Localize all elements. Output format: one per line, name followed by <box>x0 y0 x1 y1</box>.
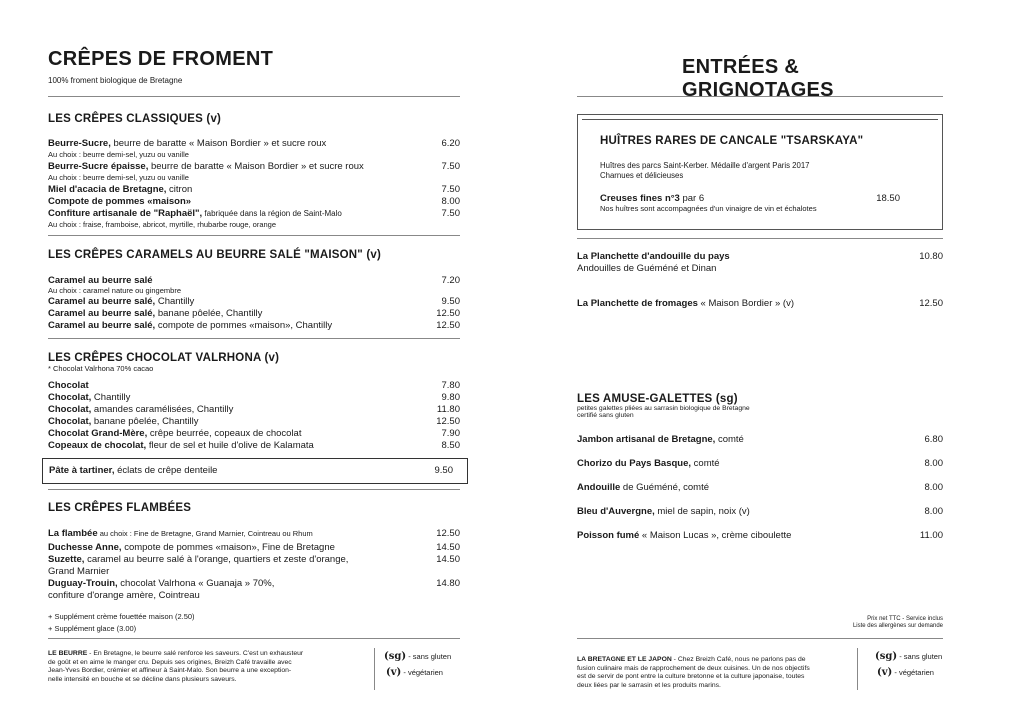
item-desc: amandes caramélisées, Chantilly <box>91 404 234 415</box>
item-desc: comté <box>715 434 744 445</box>
menu-item <box>48 392 460 403</box>
menu-item <box>577 458 943 469</box>
item-desc: Chantilly <box>155 296 195 307</box>
section-title-text: LES CRÊPES CARAMELS AU BEURRE SALÉ "MAISON" <box>48 249 363 261</box>
featured-item-box <box>42 458 468 484</box>
item-name: Caramel au beurre salé, <box>48 296 156 307</box>
divider <box>48 338 460 339</box>
item-price: 7.20 <box>441 275 460 286</box>
item-price: 7.80 <box>441 380 460 391</box>
section-title-caramels <box>48 249 381 261</box>
item-name: Caramel au beurre salé <box>48 275 153 286</box>
footer-line: nelle intensité en bouche et se décline dans plusieurs saveurs. <box>48 675 237 683</box>
legend-label: - sans gluten <box>899 652 943 661</box>
item-desc: compote de pommes «maison», Fine de Bretagne <box>121 542 335 553</box>
item-price: 7.90 <box>441 428 460 439</box>
item-price: 7.50 <box>441 161 460 172</box>
menu-item <box>48 380 460 391</box>
page-subtitle: 100% froment biologique de Bretagne <box>48 76 183 85</box>
item-name: Duchesse Anne, <box>48 542 122 553</box>
item-desc: « Maison Bordier » (v) <box>697 298 794 309</box>
item-price: 6.80 <box>924 434 943 445</box>
item-desc: compote de pommes «maison», Chantilly <box>155 320 333 331</box>
menu-item <box>48 578 460 589</box>
menu-item <box>48 296 460 307</box>
item-price: 8.00 <box>441 196 460 207</box>
menu-item <box>48 554 460 565</box>
vegetarian-tag: (v) <box>366 249 381 261</box>
oyster-desc: Charnues et délicieuses <box>600 171 684 180</box>
allergen-note: Liste des allergènes sur demande <box>852 623 943 629</box>
item-name: Beurre-Sucre épaisse, <box>48 161 149 172</box>
item-name: Suzette, <box>48 554 85 565</box>
divider <box>577 238 943 239</box>
item-price: 12.50 <box>436 528 460 539</box>
item-price: 12.50 <box>436 308 460 319</box>
menu-item-cont <box>48 590 460 601</box>
legend-vegetarian <box>877 667 934 678</box>
item-desc: éclats de crêpe denteile <box>114 465 218 476</box>
item-desc: citron <box>166 184 193 195</box>
menu-item-cont <box>48 566 460 577</box>
item-price: 7.50 <box>441 208 460 219</box>
item-price: 18.50 <box>876 193 900 204</box>
item-name: La flambée <box>48 528 98 539</box>
footer-line: - Chez Breizh Café, nous ne parlons pas de <box>671 656 806 663</box>
section-title-text: LES AMUSE-GALETTES <box>577 393 713 405</box>
item-name: Jambon artisanal de Bretagne, <box>577 434 716 445</box>
item-price: 14.80 <box>436 578 460 589</box>
amuse-note: petites galettes pliées au sarrasin biologique de Bretagne <box>577 405 750 412</box>
item-price: 9.50 <box>441 296 460 307</box>
item-price: 11.00 <box>919 530 943 541</box>
item-price: 7.50 <box>441 184 460 195</box>
item-desc: miel de sapin, noix (v) <box>654 506 750 517</box>
item-name: Miel d'acacia de Bretagne, <box>48 184 167 195</box>
item-desc: par 6 <box>679 193 705 204</box>
item-desc: « Maison Lucas », crème ciboulette <box>639 530 792 541</box>
gluten-free-tag: (sg) <box>715 393 738 405</box>
menu-item <box>48 184 460 195</box>
chocolate-note: * Chocolat Valrhona 70% cacao <box>48 364 154 373</box>
item-name: Chocolat, <box>48 416 92 427</box>
section-title-chocolat <box>48 352 279 364</box>
amuse-note: certifié sans gluten <box>577 412 634 419</box>
item-name: Andouille <box>577 482 621 493</box>
menu-item <box>577 530 943 541</box>
item-desc: au choix : Fine de Bretagne, Grand Marnier, Cointreau ou Rhum <box>97 529 313 538</box>
item-desc: beurre de baratte « Maison Bordier » et sucre roux <box>148 161 364 172</box>
footer-line: fusion culinaire mais de rapprochement de deux cuisines. Un de nos objectifs <box>577 664 810 672</box>
supplement-note: + Supplément glace (3.00) <box>48 624 137 633</box>
menu-item <box>577 298 943 309</box>
menu-item <box>48 208 460 219</box>
item-price: 9.50 <box>434 465 453 476</box>
divider <box>48 638 460 639</box>
price-note: Prix net TTC - Service inclus <box>867 616 943 622</box>
item-name: Pâte à tartiner, <box>49 465 115 476</box>
item-name: Compote de pommes «maison» <box>48 196 192 207</box>
item-price: 6.20 <box>441 138 460 149</box>
legend-label: - végétarien <box>894 668 934 677</box>
footer-divider <box>374 648 375 690</box>
vegetarian-symbol: (v) <box>877 667 893 678</box>
menu-item <box>48 404 460 415</box>
oyster-box <box>577 114 943 230</box>
item-name: Caramel au beurre salé, <box>48 320 156 331</box>
item-price: 8.50 <box>441 440 460 451</box>
item-name: Chocolat, <box>48 404 92 415</box>
item-price: 12.50 <box>436 320 460 331</box>
item-choice: Au choix : fraise, framboise, abricot, myrtille, rhubarbe rouge, orange <box>48 220 277 229</box>
divider <box>48 235 460 236</box>
oyster-title: HUÎTRES RARES DE CANCALE "TSARSKAYA" <box>600 135 864 147</box>
menu-item <box>48 440 460 451</box>
footer-line: deux liées par le sarrasin et les produits marins. <box>577 681 721 689</box>
section-title-amuse <box>577 393 738 405</box>
legend-label: - sans gluten <box>408 652 452 661</box>
item-price: 9.80 <box>441 392 460 403</box>
item-name: La Planchette de fromages <box>577 298 698 309</box>
item-desc: Grand Marnier <box>48 566 110 577</box>
menu-item <box>577 434 943 445</box>
menu-item <box>48 308 460 319</box>
item-price: 12.50 <box>919 298 943 309</box>
menu-item <box>577 506 943 517</box>
item-desc: fleur de sel et huile d'olive de Kalamata <box>146 440 314 451</box>
item-name: Poisson fumé <box>577 530 640 541</box>
item-name: La Planchette d'andouille du pays <box>577 251 730 262</box>
item-choice: Au choix : beurre demi-sel, yuzu ou vanille <box>48 173 189 182</box>
item-name: Chocolat Grand-Mère, <box>48 428 148 439</box>
item-name: Chocolat <box>48 380 89 391</box>
menu-item-cont <box>577 263 943 274</box>
item-desc: chocolat Valrhona « Guanaja » 70%, <box>117 578 275 589</box>
footer-lead: LE BEURRE <box>48 650 88 657</box>
legend-vegetarian <box>386 667 443 678</box>
item-choice: Au choix : beurre demi-sel, yuzu ou vanille <box>48 150 189 159</box>
vegetarian-tag: (v) <box>206 113 222 125</box>
menu-item <box>577 482 943 493</box>
item-price: 8.00 <box>924 458 943 469</box>
footer-beurre-text <box>48 650 368 684</box>
item-desc: Chantilly <box>91 392 131 403</box>
page-title-crepes: CRÊPES DE FROMENT <box>48 48 274 70</box>
footer-line: - En Bretagne, le beurre salé renforce les saveurs. C'est un exhausteur <box>87 650 304 657</box>
legend-gluten-free <box>384 651 451 662</box>
item-price: 8.00 <box>924 506 943 517</box>
item-name: Bleu d'Auvergne, <box>577 506 655 517</box>
item-price: 14.50 <box>436 542 460 553</box>
section-title-text: LES CRÊPES CLASSIQUES <box>48 113 204 125</box>
menu-item <box>48 161 460 172</box>
item-desc: Andouilles de Guéméné et Dinan <box>577 263 717 274</box>
item-name: Beurre-Sucre, <box>48 138 111 149</box>
menu-item <box>48 138 460 149</box>
footer-bretagne-text <box>577 656 849 690</box>
item-price: 10.80 <box>919 251 943 262</box>
menu-item <box>48 320 460 331</box>
menu-item <box>600 193 900 204</box>
menu-item <box>48 196 460 207</box>
gluten-free-symbol: (sg) <box>384 651 407 662</box>
divider <box>577 96 943 97</box>
item-desc: banane pôelée, Chantilly <box>91 416 199 427</box>
legend-gluten-free <box>875 651 942 662</box>
item-name: Creuses fines n°3 <box>600 193 680 204</box>
supplement-note: + Supplément crème fouettée maison (2.50) <box>48 612 195 621</box>
oyster-box-inner-rule <box>582 119 938 120</box>
menu-item <box>48 528 460 539</box>
vegetarian-symbol: (v) <box>386 667 402 678</box>
menu-item <box>49 465 453 476</box>
oyster-note: Nos huîtres sont accompagnées d'un vinaigre de vin et échalotes <box>600 204 817 213</box>
section-title-flambees: LES CRÊPES FLAMBÉES <box>48 502 192 514</box>
item-desc: de Guéméné, comté <box>620 482 709 493</box>
item-desc: comté <box>691 458 720 469</box>
oyster-desc: Huîtres des parcs Saint-Kerber. Médaille d'argent Paris 2017 <box>600 161 810 170</box>
item-desc: caramel au beurre salé à l'orange, quartiers et zeste d'orange, <box>84 554 349 565</box>
item-desc: confiture d'orange amère, Cointreau <box>48 590 200 601</box>
vegetarian-tag: (v) <box>264 352 280 364</box>
item-name: Duguay-Trouin, <box>48 578 118 589</box>
item-price: 11.80 <box>436 404 460 415</box>
legend-label: - végétarien <box>403 668 443 677</box>
item-name: Confiture artisanale de "Raphaël", <box>48 208 203 219</box>
item-name: Copeaux de chocolat, <box>48 440 147 451</box>
menu-item <box>577 251 943 262</box>
divider <box>577 638 943 639</box>
divider <box>48 489 460 490</box>
menu-item <box>48 542 460 553</box>
item-price: 14.50 <box>436 554 460 565</box>
item-desc: beurre de baratte « Maison Bordier » et sucre roux <box>110 138 327 149</box>
footer-lead: LA BRETAGNE ET LE JAPON <box>577 656 672 663</box>
footer-line: est de servir de pont entre la culture bretonne et la culture japonaise, toutes <box>577 673 805 680</box>
page-title-entrees: ENTRÉES & GRIGNOTAGES <box>682 56 834 101</box>
divider <box>48 96 460 97</box>
gluten-free-symbol: (sg) <box>875 651 898 662</box>
section-title-classiques <box>48 113 221 125</box>
menu-item <box>48 416 460 427</box>
footer-divider <box>857 648 858 690</box>
item-choice: Au choix : caramel nature ou gingembre <box>48 286 181 295</box>
item-name: Chocolat, <box>48 392 92 403</box>
item-price: 12.50 <box>436 416 460 427</box>
item-price: 8.00 <box>924 482 943 493</box>
item-name: Chorizo du Pays Basque, <box>577 458 692 469</box>
menu-item <box>48 428 460 439</box>
footer-line: de goût et en aime le manger cru. Depuis ses origines, Breizh Café travaille avec <box>48 658 292 666</box>
item-name: Caramel au beurre salé, <box>48 308 156 319</box>
menu-item <box>48 275 460 286</box>
item-desc: crêpe beurrée, copeaux de chocolat <box>147 428 302 439</box>
section-title-text: LES CRÊPES CHOCOLAT VALRHONA <box>48 352 262 364</box>
footer-line: Jean-Yves Bordier, crémier et affineur à Saint-Malo. Son beurre a une exception- <box>48 667 292 674</box>
item-desc: fabriquée dans la région de Saint-Malo <box>202 209 342 218</box>
item-desc: banane pôelée, Chantilly <box>155 308 263 319</box>
